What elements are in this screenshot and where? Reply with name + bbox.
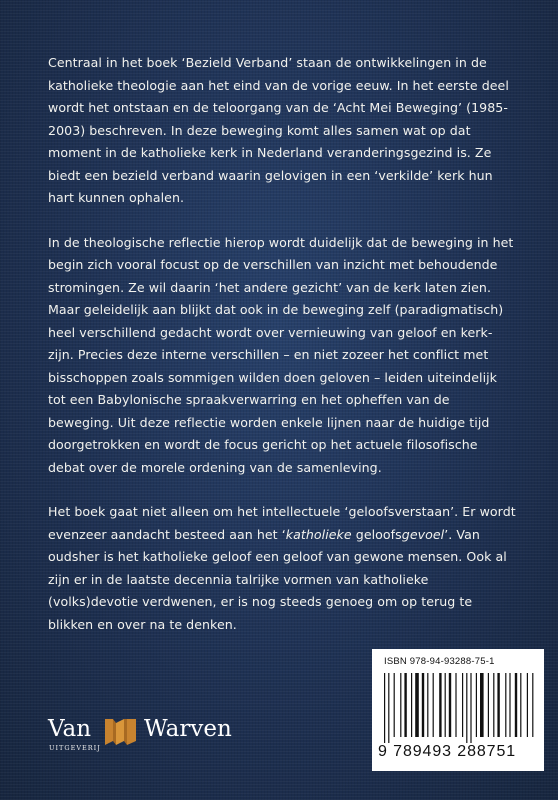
barcode-bar xyxy=(505,673,506,737)
barcode-bar xyxy=(480,673,484,737)
barcode-bar xyxy=(394,673,395,737)
blurb-paragraph-3 xyxy=(48,501,518,636)
blurb-text xyxy=(48,52,518,658)
blurb-paragraph-3-part-c: geloofs xyxy=(351,526,402,542)
barcode-bar xyxy=(466,673,467,743)
blurb-emphasis-gevoel: gevoel xyxy=(401,526,445,542)
barcode-bar xyxy=(449,673,451,737)
barcode-bar xyxy=(520,673,521,737)
barcode-bar xyxy=(488,673,489,737)
barcode-bar xyxy=(509,673,510,737)
publisher-name-warven: Warven xyxy=(144,716,232,742)
isbn-barcode xyxy=(372,649,544,771)
barcode-bar xyxy=(400,673,401,737)
blurb-paragraph-3-part-e: ’. Van oudsher is het katholieke geloof een geloof van gewone mensen. Ook al zijn er in de laatste decennia talrijke vormen van katholieke (volks)devotie verdwenen, er is nog steeds genoeg om op terug te blikken en over na te denken. xyxy=(48,526,507,632)
barcode-bar xyxy=(515,673,517,737)
barcode-bar xyxy=(422,673,424,737)
barcode-bar xyxy=(433,673,434,737)
barcode-bar xyxy=(470,673,471,743)
barcode-bar xyxy=(445,673,446,737)
blurb-paragraph-2: In de theologische reflectie hierop wordt duidelijk dat de beweging in het begin zich vooral focust op de verschillen van inzicht met behoudende stromingen. Ze wil daarin ‘het andere gezicht’ van de kerk laten zien. Maar geleidelijk aan blijkt dat ook in de beweging zelf (paradigmatisch) heel verschillend gedacht wordt over vernieuwing van geloof en kerk-zijn. Precies deze interne verschillen – en niet zozeer het conflict met bisschoppen zoals sommigen wilden doen geloven – leiden uiteindelijk tot een Babylonische spraakverwarring en het opheffen van de beweging. Uit deze reflectie worden enkele lijnen naar de huidige tijd doorgetrokken en wordt de focus gericht op het actuele filosofische debat over de morele ordening van de samenleving. xyxy=(48,234,514,475)
publisher-name-van: Van xyxy=(48,716,92,742)
barcode-bar xyxy=(388,673,389,743)
barcode-bars xyxy=(380,673,536,743)
isbn-label: ISBN 978-94-93288-75-1 xyxy=(384,656,495,667)
barcode-bar xyxy=(384,673,385,743)
barcode-bar xyxy=(532,673,533,737)
barcode-bar xyxy=(411,673,412,737)
blurb-paragraph-3-part-a: Het boek gaat niet alleen om het intellectuele ‘geloofsverstaan’. Er wordt evenzeer aandacht besteed aan het ‘ xyxy=(48,504,516,542)
publisher-subtitle: UITGEVERIJ xyxy=(49,744,101,752)
barcode-bar xyxy=(415,673,419,737)
publisher-logo xyxy=(48,712,288,772)
barcode-bar xyxy=(527,673,528,737)
barcode-bar xyxy=(427,673,428,737)
publisher-mark-icon xyxy=(103,717,139,747)
barcode-bar xyxy=(462,673,463,737)
barcode-bar xyxy=(439,673,441,737)
blurb-paragraph-1: Centraal in het boek ‘Bezield Verband’ staan de ontwikkelingen in de katholieke theologie aan het eind van de vorige eeuw. In het eerste deel wordt het ontstaan en de teloorgang van de ‘Acht Mei Beweging’ (1985-2003) beschreven. In deze beweging komt alles samen wat op dat moment in de katholieke kerk in Nederland veranderingsgezind is. Ze biedt een bezield verband waarin gelovigen in een ‘verkilde’ kerk hun hart kunnen ophalen. xyxy=(48,55,509,205)
barcode-bar xyxy=(497,673,499,737)
blurb-emphasis-katholieke: katholieke xyxy=(285,526,352,542)
barcode-bar xyxy=(404,673,406,737)
barcode-bar xyxy=(476,673,477,737)
barcode-bar xyxy=(455,673,456,737)
barcode-digits: 9 789493 288751 xyxy=(378,743,517,760)
barcode-bar xyxy=(493,673,494,737)
